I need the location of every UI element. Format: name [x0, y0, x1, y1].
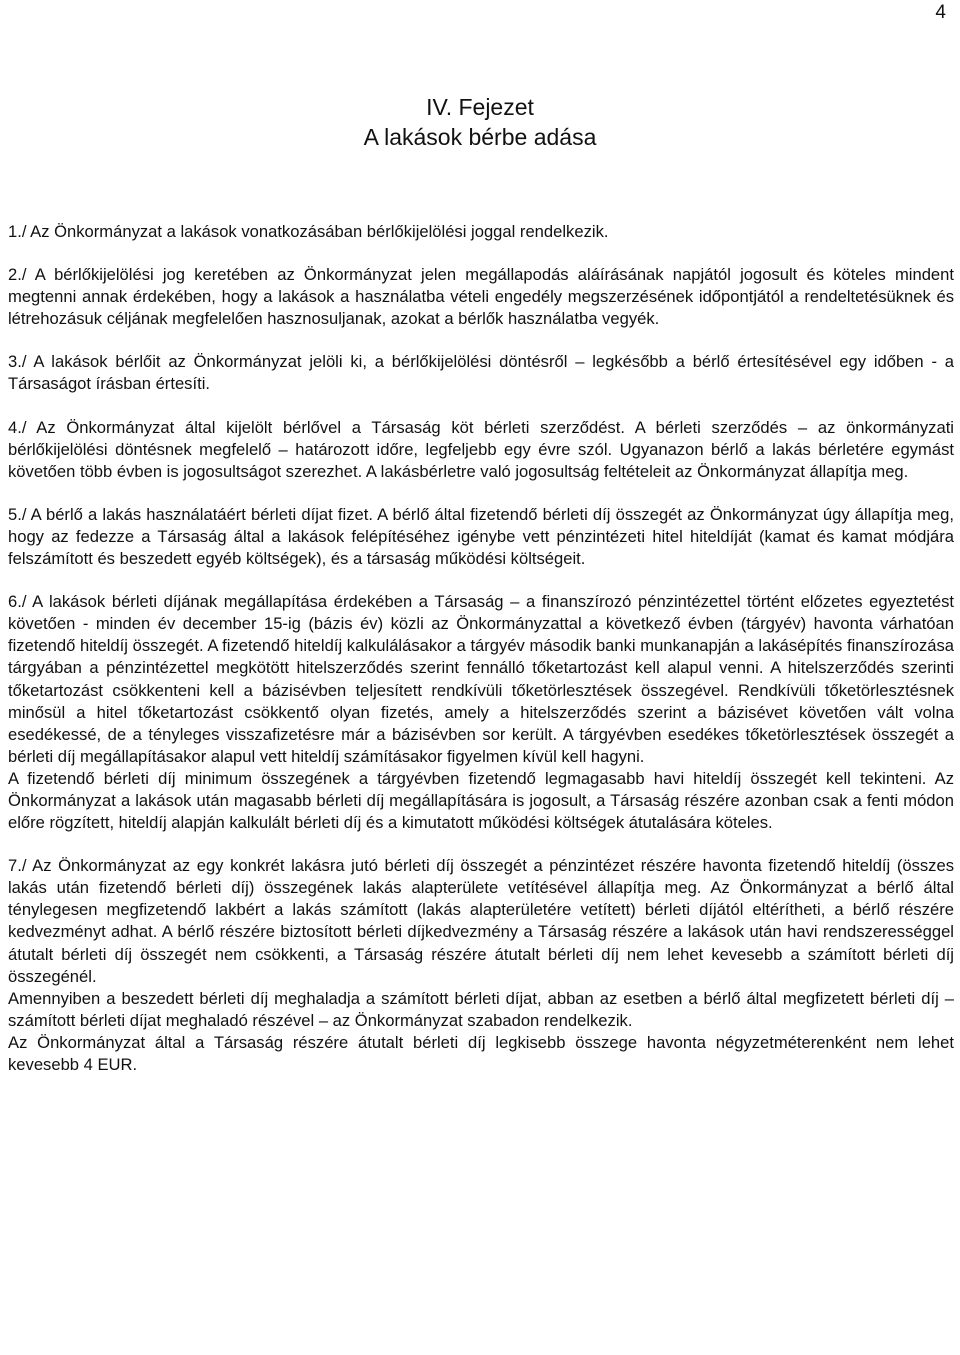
paragraph-6-continued: A fizetendő bérleti díj minimum összegének a tárgyévben fizetendő legmagasabb havi hiteldíj összegét kell tekinteni. Az Önkormányzat a lakások után magasabb bérleti díj megállapítására is jogosult, a Társaság részére azonban csak a fenti módon előre rögzített, hiteldíj alapján kalkulált bérleti díj és a kimutatott működési költségek átutalására köteles.	[8, 768, 954, 833]
paragraph-1: 1./ Az Önkormányzat a lakások vonatkozásában bérlőkijelölési joggal rendelkezik.	[8, 222, 609, 241]
document-body	[8, 221, 954, 1076]
page-number: 4	[935, 2, 946, 23]
paragraph-7-continued: Amennyiben a beszedett bérleti díj meghaladja a számított bérleti díjat, abban az esetben a bérlő által megfizetett bérleti díj – számított bérleti díjat meghaladó részével – az Önkormányzat szabadon rendelkezik.	[8, 988, 954, 1030]
chapter-title: A lakások bérbe adása	[363, 124, 597, 150]
chapter-heading	[0, 92, 960, 152]
paragraph-7-final: Az Önkormányzat által a Társaság részére átutalt bérleti díj legkisebb összege havonta négyzetméterenként nem lehet kevesebb 4 EUR.	[8, 1032, 954, 1074]
paragraph-4: 4./ Az Önkormányzat által kijelölt bérlővel a Társaság köt bérleti szerződést. A bérleti szerződés – az önkormányzati bérlőkijelölési döntésnek megfelelő – határozott időre, legfeljebb egy évre szól. Ugyanazon bérlő a lakás bérletére egymást követően több évben is jogosultságot szerezhet. A lakásbérletre való jogosultság feltételeit az Önkormányzat állapítja meg.	[8, 417, 954, 481]
paragraph-3: 3./ A lakások bérlőit az Önkormányzat jelöli ki, a bérlőkijelölési döntésről – legkésőbb a bérlő értesítésével egy időben - a Társaságot írásban értesíti.	[8, 352, 954, 394]
paragraph-2: 2./ A bérlőkijelölési jog keretében az Önkormányzat jelen megállapodás aláírásának napjától jogosult és köteles mindent megtenni annak érdekében, hogy a lakások a használatba vételi engedély megszerzésének időpontjától a rendeltetésüknek és létrehozásuk céljának megfelelően hasznosuljanak, azokat a bérlők használatba vegyék.	[8, 265, 954, 329]
paragraph-7: 7./ Az Önkormányzat az egy konkrét lakásra jutó bérleti díj összegét a pénzintézet részére havonta fizetendő hiteldíj (összes lakás után fizetendő bérleti díj) összegének lakás alapterülete vetítésével állapítja meg. Az Önkormányzat a bérlő által ténylegesen megfizetendő lakbért a lakás számított (lakás alapterületére vetített) bérleti díjától eltérítheti, a bérlő részére kedvezményt adhat. A bérlő részére biztosított bérleti díjkedvezmény a Társaság részére a lakások után havi rendszerességgel átutalt bérleti díj összegét nem csökkenti, a Társaság részére átutalt bérleti díj nem lehet kevesebb a számított bérleti díj összegénél.	[8, 856, 954, 986]
chapter-number: IV. Fejezet	[426, 94, 534, 120]
paragraph-6: 6./ A lakások bérleti díjának megállapítása érdekében a Társaság – a finanszírozó pénzintézettel történt előzetes egyeztetést követően - minden év december 15-ig (bázis év) közli az Önkormányzattal a következő évben (tárgyév) havonta várhatóan fizetendő hiteldíj összegét. A fizetendő hiteldíj kalkulálásakor a tárgyév második banki munkanapján a lakásépítés finanszírozása tárgyában a pénzintézettel megkötött hitelszerződés szerint fennálló tőketartozást kell alapul venni. A hitelszerződés szerinti tőketartozást csökkenteni kell a bázisévben teljesített rendkívüli tőketörlesztések összegével. Rendkívüli tőketörlesztésnek minősül a hitel tőketartozást csökkentő olyan fizetés, amely a hitelszerződés szerint a bázisévet követően vált volna esedékessé, de a tényleges visszafizetésre már a bázisévben sor került. A tárgyévben esedékes tőketörlesztések összegét a bérleti díj megállapításakor alapul vett hiteldíj számításakor figyelmen kívül kell hagyni.	[8, 592, 954, 766]
paragraph-5: 5./ A bérlő a lakás használatáért bérleti díjat fizet. A bérlő által fizetendő bérleti díj összegét az Önkormányzat úgy állapítja meg, hogy az fedezze a Társaság által a lakások felépítéséhez igénybe vett pénzintézeti hitel hiteldíját (kamat és kamat módjára felszámított és beszedett egyéb költségek), és a társaság működési költségeit.	[8, 504, 954, 569]
